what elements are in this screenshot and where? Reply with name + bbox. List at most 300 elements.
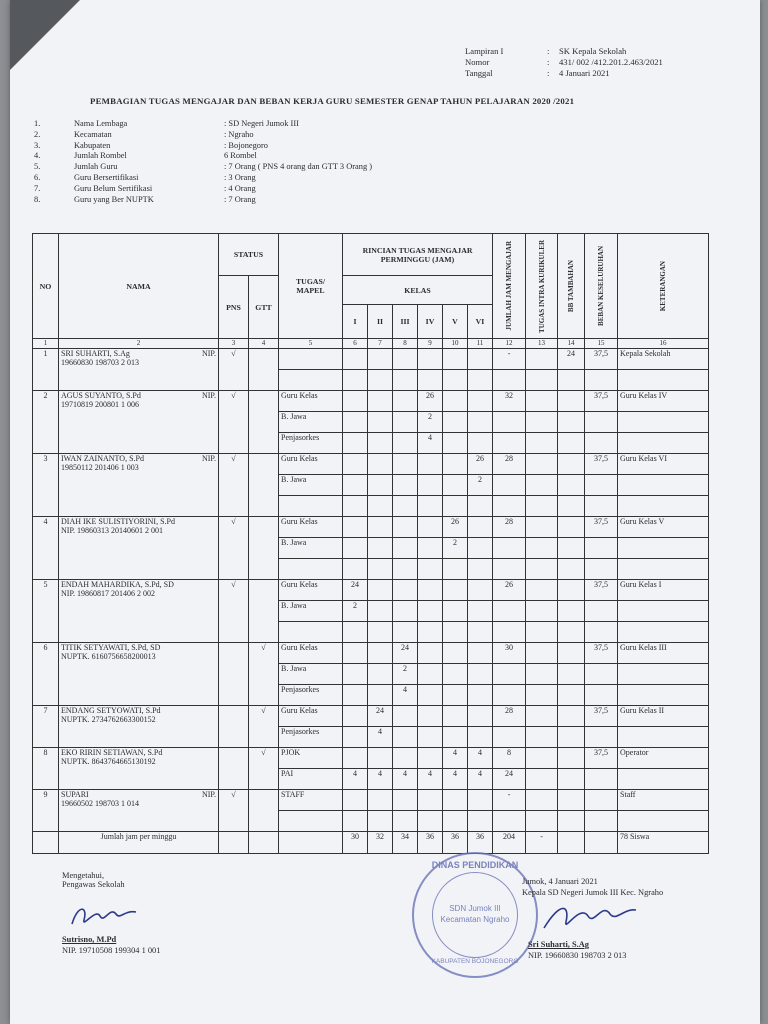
cell-kelas: 24 (368, 706, 393, 727)
cell-kelas (368, 433, 393, 454)
cell-bb (558, 706, 585, 727)
info-value: : Bojonegoro (224, 140, 268, 150)
info-label: Guru yang Ber NUPTK (74, 194, 154, 204)
cell-kelas (418, 643, 443, 664)
cell-kelas (343, 622, 368, 643)
cell-kelas (443, 580, 468, 601)
column-number: 2 (59, 339, 219, 349)
cell-kelas (418, 664, 443, 685)
cell-intra (526, 349, 558, 370)
cell-kelas (418, 370, 443, 391)
cell-gtt: √ (249, 748, 279, 790)
cell-intra (526, 538, 558, 559)
cell-kelas (443, 643, 468, 664)
info-value: : 7 Orang (224, 194, 256, 204)
cell-jumlah: 28 (493, 517, 526, 538)
teacher-id: NUPTK. 6160756658200013 (61, 652, 156, 662)
cell-kelas (343, 433, 368, 454)
cell-jumlah: 24 (493, 769, 526, 790)
cell-kelas (418, 475, 443, 496)
cell-kelas (368, 349, 393, 370)
total-kelas: 36 (443, 832, 468, 854)
header-beban: BEBAN KESELURUHAN (597, 246, 606, 326)
cell-bb (558, 832, 585, 854)
cell-kelas: 2 (343, 601, 368, 622)
cell-kelas (468, 559, 493, 580)
cell-jumlah: 30 (493, 643, 526, 664)
teacher-nip-label: NIP. (201, 391, 216, 400)
cell-keterangan (618, 370, 709, 391)
column-number: 11 (468, 339, 493, 349)
cell-jumlah (493, 601, 526, 622)
cell-bb (558, 412, 585, 433)
cell-kelas (343, 685, 368, 706)
cell-kelas (468, 622, 493, 643)
total-row (33, 832, 709, 854)
cell-gtt (249, 580, 279, 643)
column-number: 5 (279, 339, 343, 349)
cell-kelas (418, 349, 443, 370)
info-number: 1. (34, 119, 41, 128)
info-label: Guru Belum Sertifikasi (74, 183, 153, 193)
cell-kelas (443, 685, 468, 706)
cell-bb: 24 (558, 349, 585, 370)
column-number: 1 (33, 339, 59, 349)
cell-beban (585, 727, 618, 748)
cell-kelas (343, 349, 368, 370)
cell-beban: 37,5 (585, 748, 618, 769)
appendix-row (465, 57, 663, 68)
cell-kelas (368, 811, 393, 832)
teacher-id: 19660830 198703 2 013 (61, 358, 139, 368)
cell-tugas: Guru Kelas (279, 454, 343, 475)
info-number: 4. (34, 151, 41, 161)
cell-keterangan (618, 412, 709, 433)
cell-kelas (443, 706, 468, 727)
info-number: 6. (34, 172, 41, 182)
cell-no: 2 (33, 391, 59, 454)
cell-kelas (343, 454, 368, 475)
info-label: Jumlah Rombel (74, 151, 127, 161)
cell-intra (526, 811, 558, 832)
stamp-top: DINAS PENDIDIKAN (431, 860, 519, 870)
header-nama: NAMA (59, 234, 219, 339)
cell-kelas (393, 559, 418, 580)
cell-pns (219, 748, 249, 790)
cell-kelas (443, 349, 468, 370)
teacher-id: NUPTK. 8643764665130192 (61, 757, 156, 767)
cell-beban (585, 832, 618, 854)
teacher-name: TITIK SETYAWATI, S.Pd, SD (61, 643, 161, 652)
column-number: 4 (249, 339, 279, 349)
cell-tugas: Guru Kelas (279, 706, 343, 727)
cell-kelas (393, 454, 418, 475)
cell-pns: √ (219, 580, 249, 643)
cell-no: 4 (33, 517, 59, 580)
cell-keterangan: Guru Kelas VI (618, 454, 709, 475)
cell-tugas (279, 622, 343, 643)
cell-bb (558, 664, 585, 685)
cell-intra (526, 475, 558, 496)
cell-tugas (279, 811, 343, 832)
cell-pns: √ (219, 790, 249, 832)
cell-kelas (368, 748, 393, 769)
cell-kelas: 4 (393, 685, 418, 706)
document-title: PEMBAGIAN TUGAS MENGAJAR DAN BEBAN KERJA GURU SEMESTER GENAP TAHUN PELAJARAN 2020 /2021 (90, 96, 575, 106)
teacher-name-line (61, 580, 216, 589)
cell-keterangan: Guru Kelas V (618, 517, 709, 538)
cell-beban (585, 601, 618, 622)
cell-pns: √ (219, 517, 249, 580)
info-label: Nama Lembaga (74, 119, 128, 128)
appendix-block (465, 46, 663, 79)
cell-keterangan: Guru Kelas I (618, 580, 709, 601)
principal-role: Kepala SD Negeri Jumok III Kec. Ngraho (522, 888, 664, 897)
principal-signature (540, 898, 640, 938)
table-row (33, 517, 709, 538)
cell-kelas (468, 538, 493, 559)
cell-bb (558, 811, 585, 832)
info-value: : 3 Orang (224, 172, 256, 182)
teacher-name: EKO RIRIN SETIAWAN, S.Pd (61, 748, 163, 757)
cell-kelas (343, 748, 368, 769)
cell-no: 3 (33, 454, 59, 517)
cell-kelas: 2 (468, 475, 493, 496)
cell-beban (585, 811, 618, 832)
cell-kelas (343, 538, 368, 559)
cell-beban (585, 433, 618, 454)
cell-kelas (343, 391, 368, 412)
cell-keterangan (618, 727, 709, 748)
cell-kelas (418, 811, 443, 832)
info-number: 3. (34, 140, 41, 150)
cell-pns: √ (219, 391, 249, 454)
cell-kelas (368, 538, 393, 559)
cell-bb (558, 454, 585, 475)
cell-gtt: √ (249, 643, 279, 706)
info-row (34, 173, 524, 184)
appendix-row (465, 68, 663, 79)
cell-bb (558, 496, 585, 517)
appendix-value: 4 Januari 2021 (559, 68, 610, 78)
cell-kelas (343, 727, 368, 748)
cell-intra (526, 790, 558, 811)
cell-kelas: 26 (468, 454, 493, 475)
teacher-name: ENDAH MAHARDIKA, S.Pd, SD (61, 580, 174, 589)
header-kelas-col: V (443, 305, 468, 339)
cell-bb (558, 370, 585, 391)
cell-bb (558, 685, 585, 706)
cell-kelas (443, 370, 468, 391)
cell-kelas (468, 811, 493, 832)
cell-intra (526, 412, 558, 433)
cell-kelas (368, 622, 393, 643)
cell-tugas: B. Jawa (279, 664, 343, 685)
cell-kelas (418, 706, 443, 727)
cell-bb (558, 790, 585, 811)
appendix-value: SK Kepala Sekolah (559, 46, 627, 56)
cell-kelas (418, 580, 443, 601)
total-keterangan: 78 Siswa (618, 832, 709, 854)
cell-name (59, 790, 219, 832)
appendix-key: Tanggal (465, 68, 493, 78)
teacher-name-line (61, 517, 216, 526)
cell-kelas (343, 643, 368, 664)
cell-keterangan: Guru Kelas II (618, 706, 709, 727)
cell-kelas (343, 412, 368, 433)
info-number: 7. (34, 183, 41, 193)
header-kelas-col: III (393, 305, 418, 339)
cell-beban: 37,5 (585, 643, 618, 664)
column-number: 8 (393, 339, 418, 349)
total-label: Jumlah jam per minggu (59, 832, 219, 854)
teacher-name-line (61, 748, 216, 757)
cell-beban: 37,5 (585, 580, 618, 601)
supervisor-role: Pengawas Sekolah (62, 880, 125, 889)
cell-jumlah: 28 (493, 706, 526, 727)
cell-beban (585, 496, 618, 517)
cell-kelas (343, 496, 368, 517)
cell-tugas: PJOK (279, 748, 343, 769)
cell-beban (585, 790, 618, 811)
info-value: : Ngraho (224, 129, 254, 139)
cell-keterangan (618, 685, 709, 706)
cell-kelas: 2 (393, 664, 418, 685)
cell-kelas (443, 790, 468, 811)
cell-kelas (468, 601, 493, 622)
cell-intra (526, 622, 558, 643)
teacher-name: DIAH IKE SULISTIYORINI, S.Pd (61, 517, 175, 526)
cell-name (59, 454, 219, 517)
header-bb: BB TAMBAHAN (567, 259, 576, 313)
cell-name (59, 643, 219, 706)
cell-kelas: 4 (443, 748, 468, 769)
cell-jumlah (493, 727, 526, 748)
cell-kelas (468, 433, 493, 454)
column-number: 10 (443, 339, 468, 349)
cell-jumlah (493, 664, 526, 685)
cell-bb (558, 517, 585, 538)
cell-kelas (418, 517, 443, 538)
cell-kelas (393, 727, 418, 748)
header-intra: TUGAS INTRA KURIKULER (537, 239, 546, 333)
cell-tugas (279, 559, 343, 580)
cell-kelas (368, 790, 393, 811)
cell-kelas (418, 790, 443, 811)
table-row (33, 706, 709, 727)
total-kelas: 34 (393, 832, 418, 854)
header-status: STATUS (219, 234, 279, 276)
cell-tugas: B. Jawa (279, 601, 343, 622)
cell-kelas (418, 601, 443, 622)
cell-tugas (279, 832, 343, 854)
cell-no (33, 832, 59, 854)
cell-kelas (343, 475, 368, 496)
info-value: : SD Negeri Jumok III (224, 119, 299, 128)
cell-kelas (343, 664, 368, 685)
cell-kelas: 4 (393, 769, 418, 790)
cell-kelas (393, 601, 418, 622)
cell-jumlah: 28 (493, 454, 526, 475)
cell-kelas (393, 349, 418, 370)
cell-kelas (368, 412, 393, 433)
cell-beban (585, 685, 618, 706)
cell-beban: 37,5 (585, 349, 618, 370)
cell-jumlah (493, 622, 526, 643)
cell-kelas (468, 349, 493, 370)
teacher-name-line (61, 391, 216, 400)
cell-no: 1 (33, 349, 59, 391)
appendix-value: 431/ 002 /412.201.2.463/2021 (559, 57, 663, 67)
cell-kelas (443, 475, 468, 496)
info-label: Guru Bersertifikasi (74, 172, 139, 182)
cell-intra (526, 727, 558, 748)
cell-intra (526, 685, 558, 706)
teacher-name: SUPARI (61, 790, 89, 799)
cell-jumlah (493, 685, 526, 706)
teacher-nip-label: NIP. (201, 349, 216, 358)
cell-intra (526, 370, 558, 391)
cell-kelas (368, 643, 393, 664)
cell-kelas (443, 412, 468, 433)
info-number: 5. (34, 162, 41, 172)
cell-jumlah: - (493, 790, 526, 811)
header-kelas-col: IV (418, 305, 443, 339)
cell-kelas (343, 811, 368, 832)
cell-tugas: Penjasorkes (279, 433, 343, 454)
cell-bb (558, 727, 585, 748)
info-label: Jumlah Guru (74, 162, 118, 172)
cell-kelas (343, 790, 368, 811)
cell-keterangan (618, 538, 709, 559)
cell-name (59, 349, 219, 391)
stamp-bottom: KABUPATEN BOJONEGORO (431, 958, 519, 965)
cell-pns (219, 643, 249, 706)
supervisor-name: Sutrisno, M.Pd (62, 935, 117, 944)
cell-kelas: 4 (343, 769, 368, 790)
cell-kelas (468, 412, 493, 433)
cell-kelas (368, 454, 393, 475)
cell-kelas (468, 790, 493, 811)
cell-kelas (368, 370, 393, 391)
cell-kelas (393, 580, 418, 601)
info-label: Kecamatan (74, 129, 112, 139)
cell-intra (526, 517, 558, 538)
header-kelas-col: I (343, 305, 368, 339)
cell-beban (585, 769, 618, 790)
total-kelas: 36 (418, 832, 443, 854)
cell-keterangan (618, 559, 709, 580)
total-intra: - (526, 832, 558, 854)
column-number: 13 (526, 339, 558, 349)
table-row (33, 580, 709, 601)
cell-kelas (418, 685, 443, 706)
cell-beban (585, 370, 618, 391)
cell-kelas (418, 727, 443, 748)
info-value: 6 Rombel (224, 151, 257, 161)
header-pns: PNS (219, 276, 249, 339)
appendix-sep: : (547, 57, 550, 67)
teacher-name-line (61, 706, 216, 715)
header-kelas: KELAS (343, 276, 493, 305)
cell-name (59, 580, 219, 643)
school-info (34, 119, 524, 205)
cell-jumlah (493, 811, 526, 832)
appendix-key: Nomor (465, 57, 490, 67)
cell-kelas (393, 391, 418, 412)
cell-bb (558, 559, 585, 580)
cell-intra (526, 391, 558, 412)
info-label: Kabupaten (74, 140, 111, 150)
cell-kelas (368, 580, 393, 601)
info-row (34, 151, 524, 162)
cell-kelas (393, 790, 418, 811)
supervisor-block (62, 871, 125, 889)
supervisor-nip: NIP. 19710508 199304 1 001 (62, 946, 161, 955)
cell-tugas: B. Jawa (279, 475, 343, 496)
column-number: 6 (343, 339, 368, 349)
cell-keterangan (618, 601, 709, 622)
cell-kelas: 4 (443, 769, 468, 790)
signing-date: Jumok, 4 Januari 2021 (522, 877, 598, 886)
cell-kelas (343, 370, 368, 391)
cell-intra (526, 748, 558, 769)
cell-kelas (443, 811, 468, 832)
cell-bb (558, 643, 585, 664)
cell-no: 6 (33, 643, 59, 706)
cell-jumlah (493, 475, 526, 496)
total-kelas: 32 (368, 832, 393, 854)
cell-kelas: 4 (368, 727, 393, 748)
header-jumlah: JUMLAH JAM MENGAJAR (505, 241, 514, 331)
cell-gtt (249, 391, 279, 454)
cell-kelas: 4 (418, 769, 443, 790)
cell-jumlah (493, 496, 526, 517)
cell-keterangan: Kepala Sekolah (618, 349, 709, 370)
teacher-name: AGUS SUYANTO, S.Pd (61, 391, 141, 400)
cell-kelas (393, 496, 418, 517)
cell-pns (219, 706, 249, 748)
cell-kelas (418, 454, 443, 475)
cell-keterangan (618, 475, 709, 496)
cell-kelas (468, 580, 493, 601)
cell-kelas (418, 559, 443, 580)
cell-kelas (468, 496, 493, 517)
cell-kelas (368, 475, 393, 496)
teacher-id: NIP. 19860313 20140601 2 001 (61, 526, 164, 536)
cell-jumlah (493, 538, 526, 559)
cell-kelas (468, 643, 493, 664)
cell-kelas: 24 (343, 580, 368, 601)
cell-no: 5 (33, 580, 59, 643)
cell-keterangan: Guru Kelas IV (618, 391, 709, 412)
cell-kelas (393, 517, 418, 538)
cell-jumlah: - (493, 349, 526, 370)
cell-tugas: B. Jawa (279, 412, 343, 433)
cell-intra (526, 433, 558, 454)
column-number: 7 (368, 339, 393, 349)
header-keterangan: KETERANGAN (659, 260, 668, 312)
info-number: 8. (34, 194, 41, 204)
cell-tugas: Guru Kelas (279, 391, 343, 412)
cell-kelas (468, 391, 493, 412)
info-row (34, 141, 524, 152)
cell-gtt (249, 832, 279, 854)
cell-tugas (279, 349, 343, 370)
cell-jumlah: 8 (493, 748, 526, 769)
header-gtt: GTT (249, 276, 279, 339)
cell-tugas (279, 370, 343, 391)
